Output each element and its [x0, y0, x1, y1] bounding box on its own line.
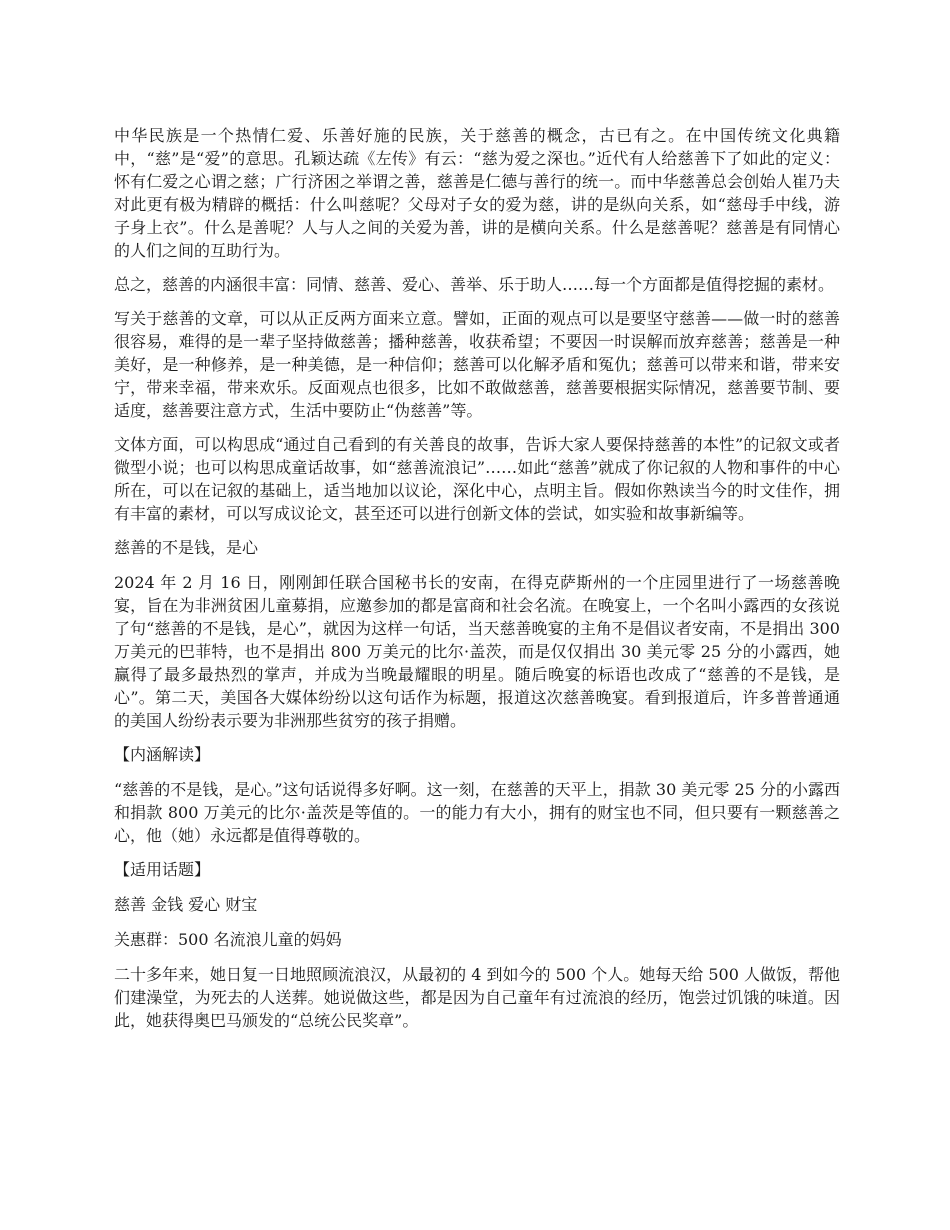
paragraph-summary: 总之，慈善的内涵很丰富：同情、慈善、爱心、善举、乐于助人……每一个方面都是值得挖掘的素材。 [114, 275, 835, 294]
section-label-interpretation: 【内涵解读】 [114, 745, 211, 764]
topic-keywords: 慈善 金钱 爱心 财宝 [114, 895, 258, 914]
section-label-topics: 【适用话题】 [114, 860, 211, 879]
paragraph-story: 2024 年 2 月 16 日，刚刚卸任联合国秘书长的安南，在得克萨斯州的一个庄园里进行了一场慈善晚宴，旨在为非洲贫困儿童募捐，应邀参加的都是富商和社会名流。在晚宴上，一个名叫小露西的女孩说了句“慈善的不是钱，是心”，就因为这样一句话，当天慈善晚宴的主角不是倡议者安南，不是捐出 300 万美元的巴菲特，也不是捐出 800 万美元的比尔·盖茨，而是仅仅捐出 30 美元零 25 分的小露西，她赢得了最多最热烈的掌声，并成为当晚最耀眼的明星。随后晚宴的标语也改成了“慈善的不是钱，是心”。第二天，美国各大媒体纷纷以这句话作为标题，报道这次慈善晚宴。看到报道后，许多普普通通的美国人纷纷表示要为非洲那些贫穷的孩子捐赠。 [114, 573, 840, 730]
paragraph-intro: 中华民族是一个热情仁爱、乐善好施的民族，关于慈善的概念，古已有之。在中国传统文化典籍中，“慈”是“爱”的意思。孔颖达疏《左传》有云：“慈为爱之深也。”近代有人给慈善下了如此的定义：怀有仁爱之心谓之慈；广行济困之举谓之善，慈善是仁德与善行的统一。而中华慈善总会创始人崔乃夫对此更有极为精辟的概括：什么叫慈呢？父母对子女的爱为慈，讲的是纵向关系，如“慈母手中线，游子身上衣”。什么是善呢？人与人之间的关爱为善，讲的是横向关系。什么是慈善呢？慈善是有同情心的人们之间的互助行为。 [114, 126, 840, 260]
section-title-story: 慈善的不是钱，是心 [114, 538, 259, 557]
paragraph-genre: 文体方面，可以构思成“通过自己看到的有关善良的故事，告诉大家人要保持慈善的本性”的记叙文或者微型小说；也可以构思成童话故事，如“慈善流浪记”……如此“慈善”就成了你记叙的人物和事件的中心所在，可以在记叙的基础上，适当地加以议论，深化中心，点明主旨。假如你熟读当今的时文佳作，拥有丰富的素材，可以写成议论文，甚至还可以进行创新文体的尝试，如实验和故事新编等。 [114, 435, 840, 523]
paragraph-viewpoints: 写关于慈善的文章，可以从正反两方面来立意。譬如，正面的观点可以是要坚守慈善——做一时的慈善很容易，难得的是一辈子坚持做慈善；播种慈善，收获希望；不要因一时误解而放弃慈善；慈善是一种美好，是一种修养，是一种美德，是一种信仰；慈善可以化解矛盾和冤仇；慈善可以带来和谐，带来安宁，带来幸福，带来欢乐。反面观点也很多，比如不敢做慈善，慈善要根据实际情况，慈善要节制、要适度，慈善要注意方式，生活中要防止“伪慈善”等。 [114, 309, 840, 420]
paragraph-guan-huiqun: 二十多年来，她日复一日地照顾流浪汉，从最初的 4 到如今的 500 个人。她每天给 500 人做饭，帮他们建澡堂，为死去的人送葬。她说做这些，都是因为自己童年有过流浪的经历，饱尝过饥饿的味道。因此，她获得奥巴马颁发的“总统公民奖章”。 [114, 965, 840, 1030]
section-title-guan-huiqun: 关惠群：500 名流浪儿童的妈妈 [114, 930, 342, 949]
paragraph-interpretation: “慈善的不是钱，是心。”这句话说得多好啊。这一刻，在慈善的天平上，捐款 30 美元零 25 分的小露西和捐款 800 万美元的比尔·盖茨是等值的。一的能力有大小，拥有的财宝也不同，但只要有一颗慈善之心，他（她）永远都是值得尊敬的。 [114, 780, 840, 845]
